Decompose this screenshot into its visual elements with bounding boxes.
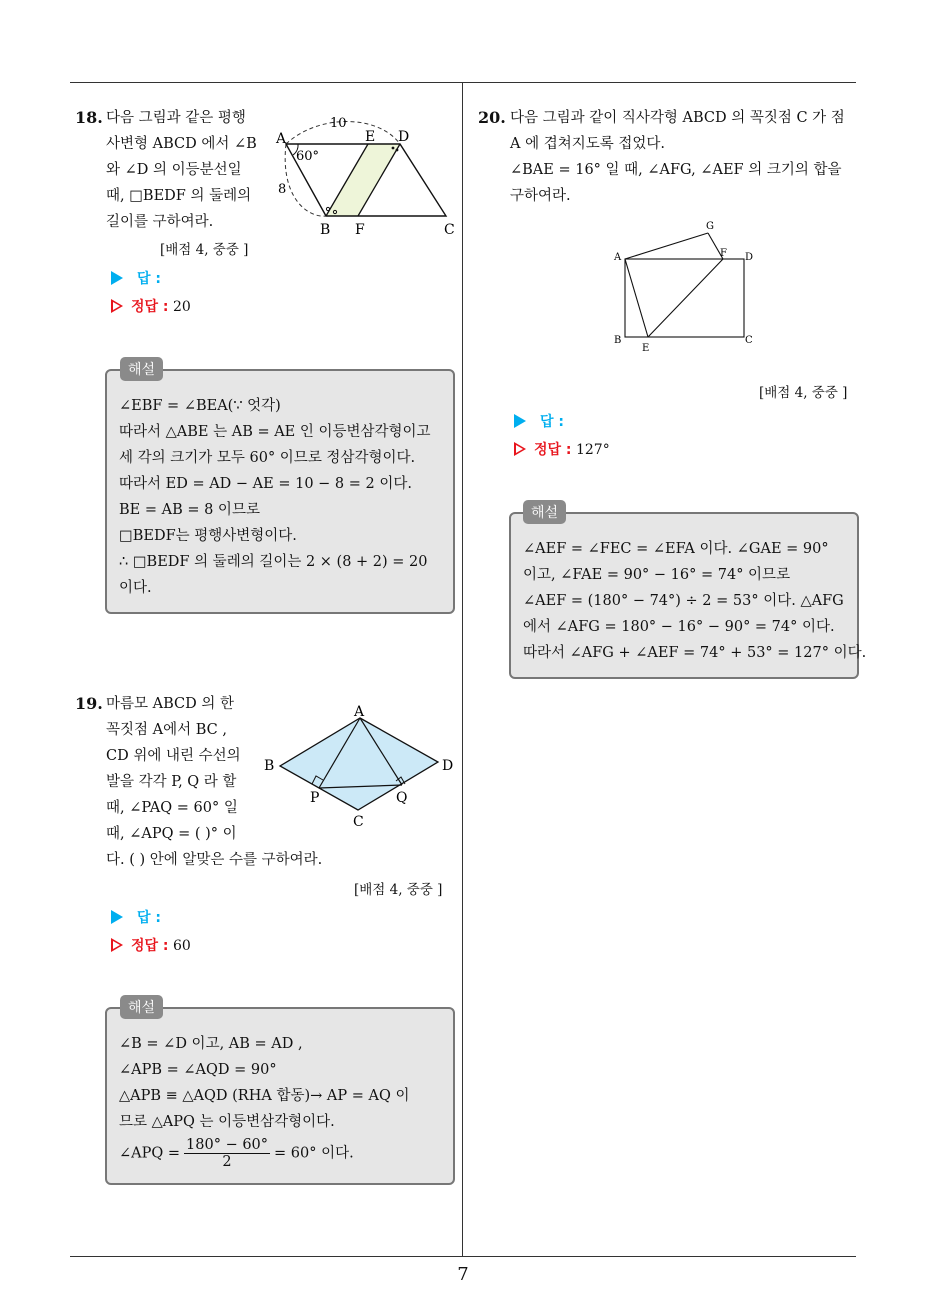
fraction: $\frac{180^\circ - 60^\circ}{2}$ bbox=[186, 1137, 269, 1170]
solution-line: 따라서 △ABE 는 AB = AE 인 이등변삼각형이고 bbox=[119, 424, 431, 440]
correct-value: 20 bbox=[172, 299, 191, 315]
answer-label: 답 : bbox=[111, 907, 161, 927]
question-line: CD 위에 내린 수선의 bbox=[106, 748, 241, 764]
question-line: 마름모 ABCD 의 한 bbox=[106, 696, 234, 712]
question-line: 길이를 구하여라. bbox=[106, 214, 214, 230]
solution-text bbox=[523, 536, 866, 666]
label-side-left: 8 bbox=[278, 182, 287, 197]
label-E: E bbox=[642, 343, 650, 354]
correct-label: 정답 : bbox=[534, 442, 572, 458]
solution-tag: 해설 bbox=[120, 995, 163, 1019]
solution-line: 세 각의 크기가 모두 60° 이므로 정삼각형이다. bbox=[119, 450, 416, 466]
solution-line: 이고, ∠FAE = 90° − 16° = 74° 이므로 bbox=[523, 567, 791, 583]
correct-answer bbox=[111, 296, 191, 316]
solution-line: ∴ □BEDF 의 둘레의 길이는 2 × (8 + 2) = 20 bbox=[119, 554, 428, 570]
label-angle: 60° bbox=[296, 149, 320, 164]
solution-tag: 해설 bbox=[120, 357, 163, 381]
solution-line: ∠B = ∠D 이고, AB = AD , bbox=[119, 1036, 303, 1052]
label-A: A bbox=[354, 704, 365, 720]
solution-line: BE = AB = 8 이므로 bbox=[119, 502, 260, 518]
question-line: 때, ∠APQ = ( )° 이 bbox=[106, 826, 237, 842]
solution-line: △APB ≡ △AQD (RHA 합동)→ AP = AQ 이 bbox=[119, 1088, 410, 1104]
label-P: P bbox=[310, 790, 320, 806]
question-line: A 에 겹쳐지도록 접었다. bbox=[510, 136, 665, 152]
solution-line: 따라서 ED = AD − AE = 10 − 8 = 2 이다. bbox=[119, 476, 412, 492]
column-divider bbox=[462, 82, 463, 1256]
solution-line: ∠AEF = (180° − 74°) ÷ 2 = 53° 이다. △AFG bbox=[523, 593, 844, 609]
question-line: 다음 그림과 같이 직사각형 ABCD 의 꼭짓점 C 가 점 bbox=[510, 110, 845, 126]
label-G: G bbox=[706, 221, 714, 232]
label-D: D bbox=[398, 129, 410, 145]
label-C: C bbox=[353, 814, 364, 828]
question-line: 때, □BEDF 의 둘레의 bbox=[106, 188, 252, 204]
solution-line: ∠APB = ∠AQD = 90° bbox=[119, 1062, 277, 1078]
question-line: 때, ∠PAQ = 60° 일 bbox=[106, 800, 238, 816]
question-number: 19. bbox=[75, 694, 103, 713]
correct-answer bbox=[514, 439, 610, 459]
arrow-icon bbox=[514, 414, 526, 428]
outline-arrow-icon bbox=[111, 938, 123, 952]
question-text bbox=[510, 105, 845, 209]
points-label: [배점 4, 중중 ] bbox=[354, 882, 443, 898]
question-number: 20. bbox=[478, 108, 506, 127]
solution-text bbox=[119, 393, 431, 601]
solution-line: □BEDF는 평행사변형이다. bbox=[119, 528, 297, 544]
parallelogram-figure bbox=[268, 108, 464, 238]
question-line: 구하여라. bbox=[510, 188, 571, 204]
solution-fraction-line: ∠APQ = $\frac{180^\circ - 60^\circ}{2}$ = 60° 이다. bbox=[119, 1137, 354, 1170]
outline-arrow-icon bbox=[111, 299, 123, 313]
rhombus-figure bbox=[260, 700, 460, 828]
label-A: A bbox=[614, 252, 622, 263]
solution-line: ∠EBF = ∠BEA(∵ 엇각) bbox=[119, 398, 281, 414]
correct-label: 정답 : bbox=[131, 299, 169, 315]
outline-arrow-icon bbox=[514, 442, 526, 456]
solution-line: 따라서 ∠AFG + ∠AEF = 74° + 53° = 127° 이다. bbox=[523, 645, 867, 661]
label-A: A bbox=[276, 131, 287, 147]
label-C: C bbox=[745, 335, 753, 346]
label-B: B bbox=[264, 758, 275, 774]
label-D: D bbox=[442, 758, 454, 774]
solution-box bbox=[105, 1007, 455, 1185]
label-E: E bbox=[365, 129, 376, 145]
solution-tag: 해설 bbox=[523, 500, 566, 524]
question-line: 다. ( ) 안에 알맞은 수를 구하여라. bbox=[106, 852, 323, 868]
folded-rectangle-figure bbox=[606, 214, 766, 356]
label-B: B bbox=[320, 222, 331, 238]
top-rule bbox=[70, 82, 856, 83]
correct-value: 60 bbox=[172, 938, 191, 954]
correct-answer bbox=[111, 935, 191, 955]
answer-label: 답 : bbox=[514, 411, 564, 431]
label-F: F bbox=[355, 222, 365, 238]
solution-line: ∠AEF = ∠FEC = ∠EFA 이다. ∠GAE = 90° bbox=[523, 541, 829, 557]
label-B: B bbox=[614, 335, 622, 346]
solution-text bbox=[119, 1031, 409, 1170]
question-line: 다음 그림과 같은 평행 bbox=[106, 110, 246, 126]
question-line: 와 ∠D 의 이등분선일 bbox=[106, 162, 242, 178]
label-F: F bbox=[720, 248, 727, 259]
arrow-icon bbox=[111, 910, 123, 924]
label-side-top: 10 bbox=[330, 116, 347, 131]
label-D: D bbox=[745, 252, 754, 263]
question-line: 사변형 ABCD 에서 ∠B bbox=[106, 136, 257, 152]
question-number: 18. bbox=[75, 108, 103, 127]
question-line: 꼭짓점 A에서 BC , bbox=[106, 722, 227, 738]
points-label: [배점 4, 중중 ] bbox=[160, 242, 249, 258]
solution-line: 이다. bbox=[119, 580, 152, 596]
bottom-rule bbox=[70, 1256, 856, 1257]
page-number: 7 bbox=[457, 1264, 469, 1285]
correct-label: 정답 : bbox=[131, 938, 169, 954]
arrow-icon bbox=[111, 271, 123, 285]
points-label: [배점 4, 중중 ] bbox=[759, 385, 848, 401]
question-line: 발을 각각 P, Q 라 할 bbox=[106, 774, 237, 790]
question-text bbox=[106, 105, 257, 235]
answer-label: 답 : bbox=[111, 268, 161, 288]
label-Q: Q bbox=[396, 790, 408, 806]
solution-line: 에서 ∠AFG = 180° − 16° − 90° = 74° 이다. bbox=[523, 619, 835, 635]
question-line: ∠BAE = 16° 일 때, ∠AFG, ∠AEF 의 크기의 합을 bbox=[510, 162, 842, 178]
solution-box bbox=[105, 369, 455, 614]
label-C: C bbox=[444, 222, 455, 238]
solution-line: 므로 △APQ 는 이등변삼각형이다. bbox=[119, 1114, 335, 1130]
solution-box bbox=[509, 512, 867, 679]
correct-value: 127° bbox=[575, 442, 610, 458]
